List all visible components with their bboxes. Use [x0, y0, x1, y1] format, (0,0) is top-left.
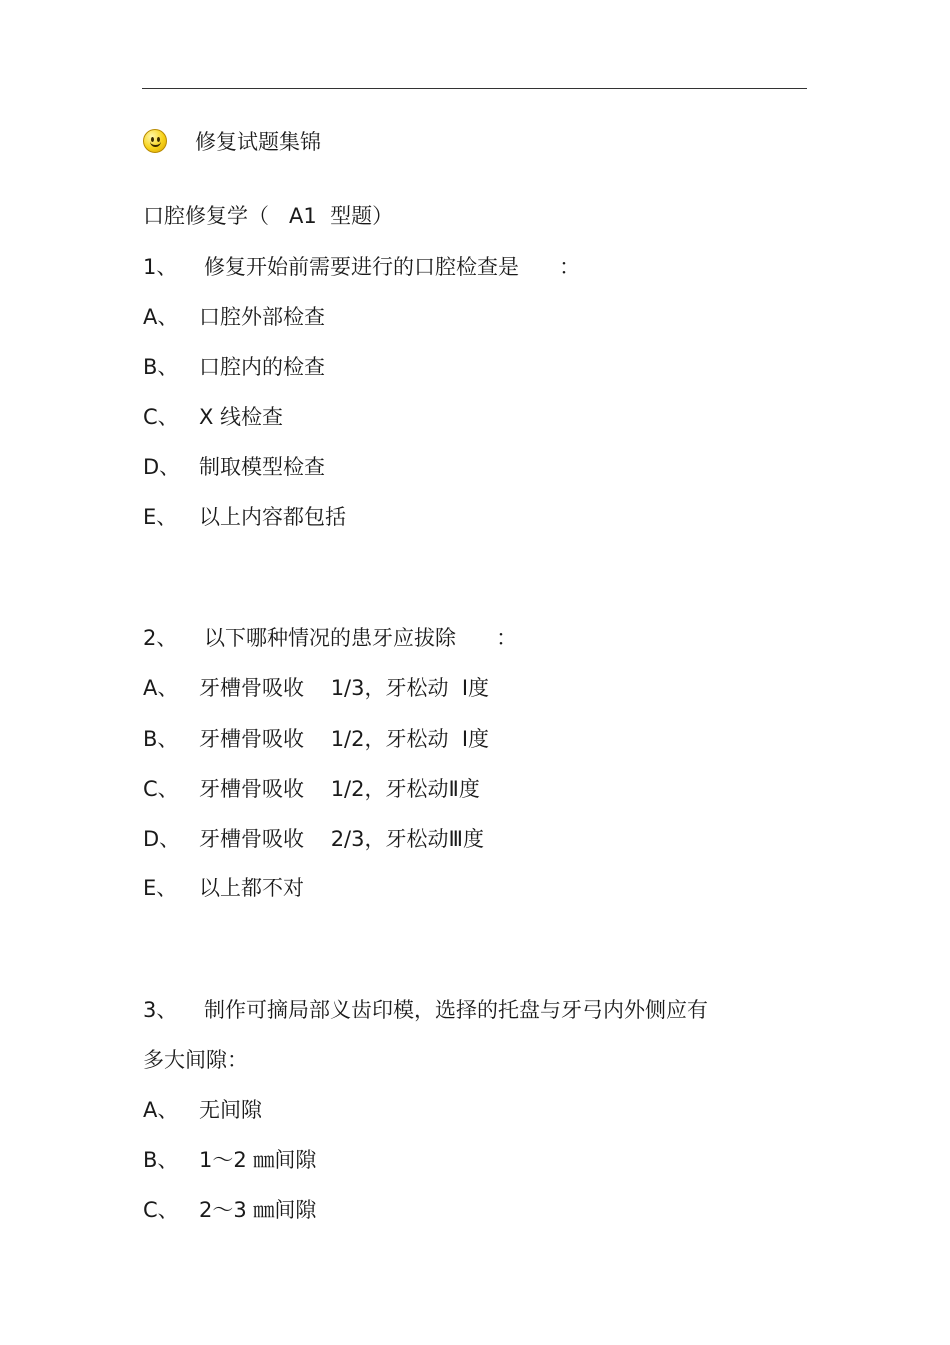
- question-3-option-c: [143, 1196, 316, 1224]
- option-label: B、: [143, 1148, 179, 1172]
- question-1-option-c: [143, 403, 283, 431]
- option-label: D、: [143, 455, 181, 479]
- option-text: 1～2 ㎜间隙: [199, 1148, 317, 1172]
- header-rule: [142, 88, 807, 89]
- document-title-row: [143, 126, 321, 156]
- option-label: B、: [143, 727, 179, 751]
- question-3-option-a: [143, 1096, 262, 1124]
- option-text: 牙槽骨吸收 1/2，牙松动Ⅱ度: [199, 777, 480, 801]
- question-3-stem-continued: 多大间隙：: [143, 1048, 248, 1072]
- section-heading: 口腔修复学（ A1 型题）: [143, 204, 394, 228]
- option-text: 牙槽骨吸收 2/3，牙松动Ⅲ度: [199, 827, 484, 851]
- question-1-option-e: [143, 503, 346, 531]
- option-text: 牙槽骨吸收 1/2，牙松动 Ⅰ度: [199, 727, 490, 751]
- question-1-stem: 1、 修复开始前需要进行的口腔检查是 ：: [143, 255, 581, 279]
- option-label: C、: [143, 777, 179, 801]
- option-text: X 线检查: [199, 405, 284, 429]
- option-label: C、: [143, 405, 179, 429]
- option-label: B、: [143, 355, 179, 379]
- option-label: A、: [143, 676, 179, 700]
- option-text: 牙槽骨吸收 1/3，牙松动 Ⅰ度: [199, 676, 490, 700]
- question-1-option-a: [143, 303, 325, 331]
- option-label: A、: [143, 1098, 179, 1122]
- option-text: 无间隙: [199, 1098, 262, 1122]
- option-label: D、: [143, 827, 181, 851]
- option-text: 2～3 ㎜间隙: [199, 1198, 317, 1222]
- question-1-option-d: [143, 453, 325, 481]
- question-3-stem: 3、 制作可摘局部义齿印模，选择的托盘与牙弓内外侧应有: [143, 998, 709, 1022]
- question-2-option-c: [143, 775, 480, 803]
- option-label: A、: [143, 305, 179, 329]
- option-label: E、: [143, 505, 178, 529]
- option-text: 口腔内的检查: [199, 355, 325, 379]
- document-title: 修复试题集锦: [195, 130, 321, 154]
- option-text: 口腔外部检查: [199, 305, 325, 329]
- question-2-option-b: [143, 725, 489, 753]
- option-label: E、: [143, 876, 178, 900]
- question-2-stem: 2、 以下哪种情况的患牙应拔除 ：: [143, 626, 518, 650]
- question-1-option-b: [143, 353, 325, 381]
- question-2-option-a: [143, 674, 489, 702]
- question-2-option-e: [143, 874, 304, 902]
- option-text: 以上都不对: [199, 876, 304, 900]
- question-3-option-b: [143, 1146, 316, 1174]
- option-label: C、: [143, 1198, 179, 1222]
- question-2-option-d: [143, 825, 484, 853]
- option-text: 以上内容都包括: [199, 505, 346, 529]
- option-text: 制取模型检查: [199, 455, 325, 479]
- smiley-face-icon: [143, 129, 167, 153]
